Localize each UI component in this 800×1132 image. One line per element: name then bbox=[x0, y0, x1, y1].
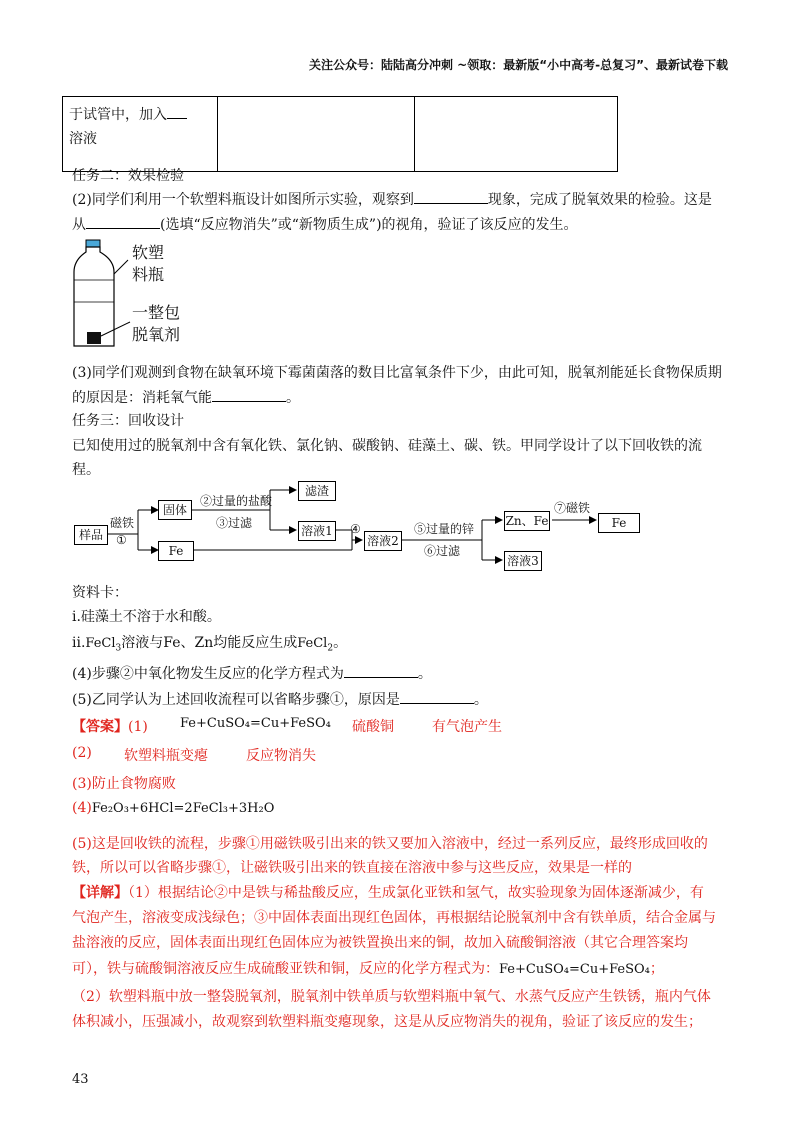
q2-text: (选填“反应物消失”或“新物质生成”)的视角，验证了该反应的发生。 bbox=[160, 217, 578, 233]
deoxidizer-pack bbox=[87, 332, 101, 344]
answer-a5-line2: 铁，所以可以省略步骤①，让磁铁吸引出来的铁直接在溶液中参与这些反应，效果是一样的 bbox=[72, 860, 632, 876]
flow-solid: 固体 bbox=[158, 500, 192, 520]
blank bbox=[212, 401, 286, 402]
blank bbox=[167, 118, 187, 119]
answer-a1c: 有气泡产生 bbox=[432, 719, 502, 735]
flow-magnet: 磁铁 bbox=[110, 516, 135, 530]
detail-line3: 盐溶液的反应，固体表面出现红色固体应为被铁置换出来的铜，故加入硫酸铜溶液（其它合理答案均 bbox=[72, 935, 688, 951]
page-header: 关注公众号：陆陆高分冲刺 ~领取：最新版“小中高考-总复习”、最新试卷下载 bbox=[309, 58, 728, 72]
info-title: 资料卡： bbox=[72, 585, 128, 601]
cell-text: 于试管中，加入 bbox=[69, 107, 167, 123]
answer-a2b: 反应物消失 bbox=[246, 748, 316, 764]
flow-step5: ⑤过量的锌 bbox=[414, 522, 475, 536]
flow-step2: ②过量的盐酸 bbox=[200, 494, 273, 508]
detail-line2: 气泡产生，溶液变成浅绿色；③中固体表面出现红色固体，再根据结论脱氧剂中含有铁单质，结合金属与 bbox=[72, 910, 716, 926]
table-cell bbox=[63, 97, 218, 172]
q3-line2: 的原因是：消耗氧气能 。 bbox=[72, 390, 300, 406]
answer-a3: (3)防止食物腐败 bbox=[72, 776, 176, 792]
info-ii: ii.FeCl$_3$溶液与Fe、Zn均能反应生成FeCl$_2$。 bbox=[72, 635, 348, 654]
flow-zn-fe: Zn、Fe bbox=[504, 511, 550, 531]
page-number: 43 bbox=[72, 1072, 89, 1087]
flow-step3: ③过滤 bbox=[216, 516, 253, 530]
flow-sample: 样品 bbox=[74, 525, 108, 545]
q2-text: (2)同学们利用一个软塑料瓶设计如图所示实验，观察到 bbox=[72, 192, 414, 208]
q5-line: (5)乙同学认为上述回收流程可以省略步骤①，原因是 。 bbox=[72, 692, 488, 708]
blank bbox=[86, 228, 160, 229]
flow-fe: Fe bbox=[158, 541, 194, 561]
detail-line5: （2）软塑料瓶中放一整袋脱氧剂，脱氧剂中铁单质与软塑料瓶中氧气、水蒸气反应产生铁锈，瓶内气体 bbox=[72, 989, 711, 1005]
cell-text: 溶液 bbox=[69, 131, 97, 147]
flow-step7: ⑦磁铁 bbox=[554, 501, 591, 515]
flow-solution2: 溶液2 bbox=[364, 531, 402, 551]
q2-line1 bbox=[72, 189, 712, 209]
pack-label: 一整包 脱氧剂 bbox=[132, 303, 181, 344]
answer-line1: 【答案】(1) bbox=[72, 719, 148, 735]
blank bbox=[414, 203, 488, 204]
bottle-body bbox=[74, 247, 114, 346]
task3-title: 任务三：回收设计 bbox=[72, 413, 184, 429]
flow-fe-final: Fe bbox=[598, 513, 640, 533]
answer-a2num: (2) bbox=[72, 745, 92, 761]
task3-line2: 程。 bbox=[72, 462, 100, 478]
task2-title: 任务二：效果检验 bbox=[72, 168, 184, 184]
answer-a5-line1: (5)这是回收铁的流程，步骤①用磁铁吸引出来的铁又要加入溶液中，经过一系列反应，最终形成回收的 bbox=[72, 836, 708, 852]
detail-line4: 可），铁与硫酸铜溶液反应生成硫酸亚铁和铜，反应的化学方程式为：Fe+CuSO₄=Cu+FeSO₄； bbox=[72, 961, 664, 977]
q2-text: 现象，完成了脱氧效果的检验。这是 bbox=[487, 192, 712, 208]
q4-line: (4)步骤②中氧化物发生反应的化学方程式为 。 bbox=[72, 666, 432, 682]
info-i: i.硅藻土不溶于水和酸。 bbox=[72, 609, 221, 625]
detail-line1: 【详解】（1）根据结论②中是铁与稀盐酸反应，生成氯化亚铁和氢气，故实验现象为固体逐渐减少，有 bbox=[72, 885, 704, 901]
answer-a1b: 硫酸铜 bbox=[352, 719, 394, 735]
detail-line6: 体积减小，压强减小，故观察到软塑料瓶变瘪现象，这是从反应物消失的视角，验证了该反应的发生； bbox=[72, 1014, 702, 1030]
blank bbox=[344, 677, 418, 678]
flow-residue: 滤渣 bbox=[298, 481, 336, 501]
answer-eq1: Fe+CuSO₄=Cu+FeSO₄ bbox=[180, 716, 331, 731]
answer-a4: (4)Fe₂O₃+6HCl=2FeCl₃+3H₂O bbox=[72, 800, 275, 816]
answer-a2a: 软塑料瓶变瘪 bbox=[124, 748, 208, 764]
blank bbox=[400, 703, 474, 704]
bottle-label: 软塑 料瓶 bbox=[132, 243, 165, 284]
flow-solution1: 溶液1 bbox=[298, 521, 336, 541]
table-cell bbox=[415, 97, 618, 172]
flow-step6: ⑥过滤 bbox=[424, 544, 461, 558]
flow-step1: ① bbox=[116, 533, 127, 547]
answer-table bbox=[62, 96, 618, 172]
task3-line1: 已知使用过的脱氧剂中含有氧化铁、氯化钠、碳酸钠、硅藻土、碳、铁。甲同学设计了以下回收铁的流 bbox=[72, 438, 702, 454]
q3-line1: (3)同学们观测到食物在缺氧环境下霉菌菌落的数目比富氧条件下少，由此可知，脱氧剂能延长食物保质期 bbox=[72, 365, 722, 381]
table-cell bbox=[218, 97, 415, 172]
flow-step4: ④ bbox=[350, 522, 361, 536]
q2-line2 bbox=[72, 214, 578, 234]
bottle-cap bbox=[86, 240, 100, 247]
flow-solution3: 溶液3 bbox=[504, 551, 542, 571]
q2-text: 从 bbox=[72, 217, 86, 233]
